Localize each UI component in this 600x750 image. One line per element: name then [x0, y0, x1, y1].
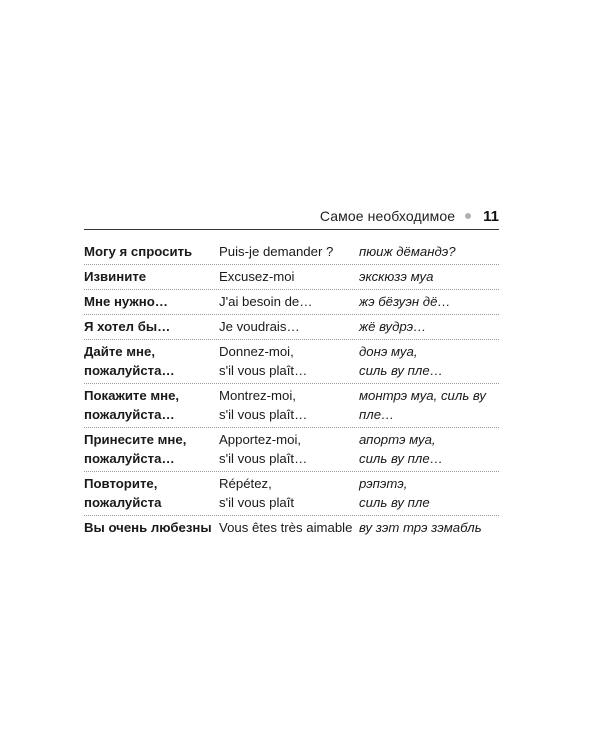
- transliteration: ву зэт трэ зэмабль: [359, 520, 482, 535]
- french-phrase: Montrez-moi, s'il vous plaît…: [219, 388, 308, 422]
- transliteration: рэпэтэ, силь ву пле: [359, 476, 430, 510]
- transliteration: монтрэ муа, силь ву пле…: [359, 388, 486, 422]
- phrase-row: [84, 472, 499, 516]
- french-phrase: Répétez, s'il vous plaît: [219, 476, 295, 510]
- phrasebook-page: [84, 205, 499, 540]
- phrase-row: [84, 240, 499, 265]
- transliteration: жё вудрэ…: [359, 319, 427, 334]
- french-phrase: Donnez-moi, s'il vous plaît…: [219, 344, 308, 378]
- transliteration: пюиж дёмандэ?: [359, 244, 456, 259]
- phrase-row: [84, 384, 499, 428]
- page-number: 11: [483, 207, 499, 225]
- russian-phrase: Покажите мне, пожалуйста…: [84, 388, 180, 422]
- bullet-dot-icon: [465, 213, 471, 219]
- russian-phrase: Дайте мне, пожалуйста…: [84, 344, 175, 378]
- french-phrase: Je voudrais…: [219, 319, 300, 334]
- french-phrase: Vous êtes très aimable: [219, 520, 353, 535]
- french-phrase: J'ai besoin de…: [219, 294, 313, 309]
- russian-phrase: Извините: [84, 269, 147, 284]
- french-phrase: Excusez-moi: [219, 269, 295, 284]
- page-header: [84, 205, 499, 230]
- transliteration: экскюзэ муа: [359, 269, 434, 284]
- french-phrase: Puis-je demander ?: [219, 244, 334, 259]
- transliteration: апортэ муа, силь ву пле…: [359, 432, 443, 466]
- phrase-row: [84, 290, 499, 315]
- phrase-row: [84, 516, 499, 540]
- phrase-row: [84, 315, 499, 340]
- russian-phrase: Мне нужно…: [84, 294, 168, 309]
- russian-phrase: Могу я спросить: [84, 244, 193, 259]
- section-title: Самое необходимое: [319, 208, 456, 224]
- transliteration: донэ муа, силь ву пле…: [359, 344, 443, 378]
- russian-phrase: Принесите мне, пожалуйста…: [84, 432, 187, 466]
- transliteration: жэ бёзуэн дё…: [359, 294, 451, 309]
- french-phrase: Apportez-moi, s'il vous plaît…: [219, 432, 308, 466]
- russian-phrase: Я хотел бы…: [84, 319, 171, 334]
- phrase-table: [84, 240, 499, 540]
- phrase-row: [84, 265, 499, 290]
- russian-phrase: Повторите, пожалуйста: [84, 476, 162, 510]
- phrase-row: [84, 340, 499, 384]
- phrase-row: [84, 428, 499, 472]
- russian-phrase: Вы очень любезны: [84, 520, 212, 535]
